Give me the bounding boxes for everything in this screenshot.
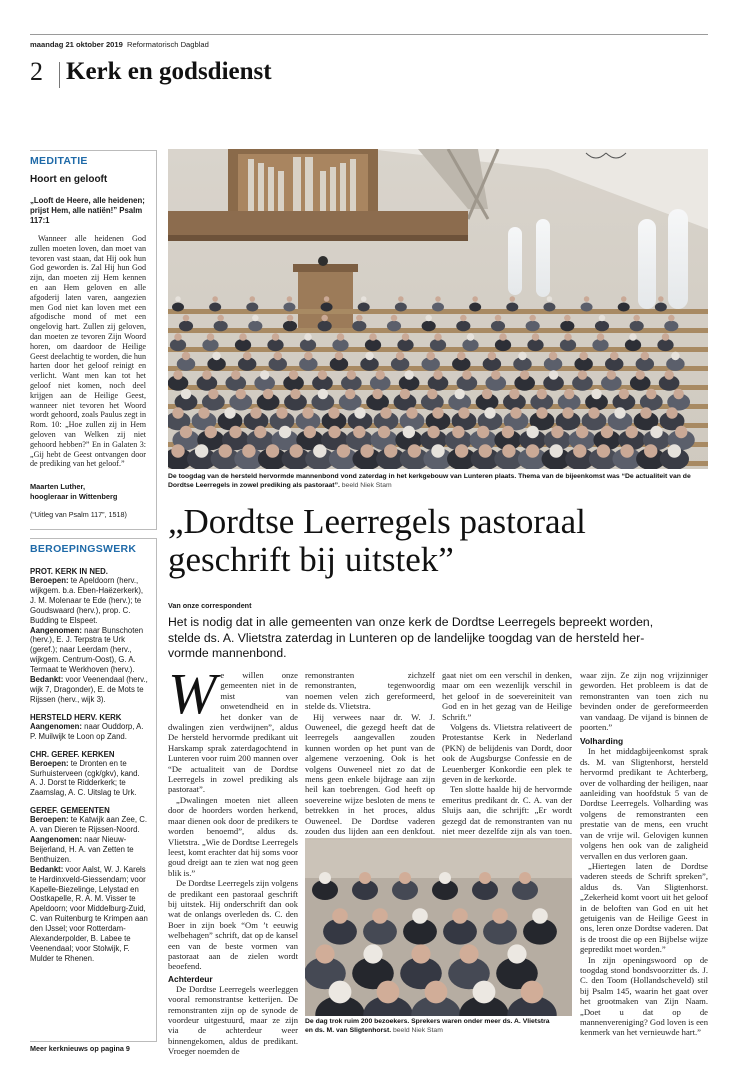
head bbox=[377, 981, 400, 1004]
head bbox=[576, 426, 588, 438]
head bbox=[462, 370, 471, 379]
head bbox=[640, 407, 651, 418]
page-number: 2 bbox=[30, 57, 43, 86]
head bbox=[337, 333, 344, 340]
meditatie-label: MEDITATIE bbox=[30, 155, 88, 167]
head bbox=[328, 426, 340, 438]
head bbox=[610, 352, 618, 360]
head bbox=[658, 296, 664, 302]
head bbox=[313, 444, 326, 457]
section-title: Kerk en godsdienst bbox=[66, 58, 272, 85]
head bbox=[619, 389, 629, 399]
person bbox=[318, 321, 332, 332]
beroep-entry bbox=[30, 722, 148, 742]
head bbox=[404, 370, 413, 379]
church-photo bbox=[168, 149, 708, 469]
head bbox=[644, 444, 657, 457]
head bbox=[431, 444, 444, 457]
pew bbox=[168, 328, 708, 333]
beroep-kind: Bedankt: bbox=[30, 864, 66, 874]
head bbox=[472, 296, 478, 302]
head bbox=[224, 407, 235, 418]
person bbox=[283, 321, 297, 332]
head bbox=[302, 407, 313, 418]
beroep-kind: Aangenomen: bbox=[30, 625, 85, 635]
person bbox=[209, 303, 221, 312]
person bbox=[456, 321, 470, 332]
page-date bbox=[30, 40, 209, 49]
person bbox=[630, 321, 644, 332]
head bbox=[625, 426, 637, 438]
beroep-text: naar Ouddorp, A. P. Muilwijk te Loon op Zand. bbox=[30, 721, 144, 741]
beroep-entry bbox=[30, 675, 148, 705]
head bbox=[668, 315, 674, 321]
person bbox=[655, 303, 667, 312]
person bbox=[179, 321, 193, 332]
head bbox=[372, 389, 382, 399]
head bbox=[399, 872, 411, 884]
head bbox=[328, 407, 339, 418]
person bbox=[469, 303, 481, 312]
head bbox=[671, 352, 679, 360]
beroep-group-heading: PROT. KERK IN NED. bbox=[30, 567, 108, 576]
beroep-text: te Apeldoorn (herv., wijkgem. b.a. Eben-Haëzerkerk), J. M. Molenaar te Ede (herv.); te Goudswaard (herv.), prop. C. Budding te Elspeet. bbox=[30, 576, 144, 625]
head bbox=[601, 426, 613, 438]
head bbox=[452, 426, 464, 438]
head bbox=[452, 908, 468, 924]
head bbox=[403, 426, 415, 438]
head bbox=[274, 352, 282, 360]
head bbox=[205, 426, 217, 438]
head bbox=[252, 315, 258, 321]
head bbox=[400, 389, 410, 399]
head bbox=[239, 333, 246, 340]
head bbox=[347, 370, 356, 379]
header-divider bbox=[59, 62, 60, 88]
visitors-image bbox=[305, 838, 572, 1016]
beroep-group-heading: HERSTELD HERV. KERK bbox=[30, 712, 122, 722]
person bbox=[422, 321, 436, 332]
person bbox=[491, 321, 505, 332]
head bbox=[620, 444, 633, 457]
col1-p4: De Dordtse Leerregels weerleggen vooral remonstrantse ketterijen. De remonstranten zijn op de synode de voordeur uitgestuurd, maar ze zijn via de achterdeur weer binnengekomen, aldus de predikant. Vroeger noemden de bbox=[168, 983, 298, 1057]
head bbox=[621, 296, 627, 302]
head bbox=[378, 426, 390, 438]
article-column-3 bbox=[442, 670, 572, 847]
head bbox=[564, 315, 570, 321]
head bbox=[549, 444, 562, 457]
head bbox=[597, 333, 604, 340]
head bbox=[507, 944, 526, 963]
head bbox=[650, 426, 662, 438]
meditatie-source: (“Uitleg van Psalm 117”, 1518) bbox=[30, 510, 127, 519]
col2-p2: Hij verwees naar dr. W. J. Ouweneel, die gezegd heeft dat de leerregels aangevallen zouden kunnen worden op het punt van de algemene verzoening. Ook is het volgens Ouweneel niet zo dat de mens geen enkele bijdrage aan zijn heil kan toebrengen. God heeft op soevereine wijze besloten de mens te betrekken in het proces, aldus Ouweneel. De Dordtse vaderen zouden dus lijden aan een denkfout. bbox=[305, 711, 435, 837]
head bbox=[231, 370, 240, 379]
head bbox=[549, 370, 558, 379]
head bbox=[477, 426, 489, 438]
meditatie-title: Hoort en gelooft bbox=[30, 174, 108, 185]
head bbox=[526, 444, 539, 457]
head bbox=[287, 315, 293, 321]
head bbox=[171, 444, 184, 457]
beroep-kind: Beroepen: bbox=[30, 576, 71, 585]
head bbox=[502, 426, 514, 438]
head bbox=[427, 389, 437, 399]
head bbox=[287, 296, 293, 302]
head bbox=[315, 944, 334, 963]
head bbox=[536, 407, 547, 418]
head bbox=[521, 981, 544, 1004]
head bbox=[402, 333, 409, 340]
head bbox=[375, 370, 384, 379]
meditatie-author: Maarten Luther, bbox=[30, 482, 86, 491]
person bbox=[432, 303, 444, 312]
photo1-caption bbox=[168, 472, 708, 490]
head bbox=[668, 444, 681, 457]
head bbox=[242, 444, 255, 457]
head bbox=[406, 407, 417, 418]
col4-p2: In het middagbijeenkomst sprak ds. M. van Sligtenhorst, hersteld hervormd predikant te Achterberg, over de volharding der heiligen, naar aanleiding van hoofdstuk 5 van de Dordtse Leerregels. Volharding was volgens de remonstranten een prestatie van de mens, een vrucht van de vrije wil. Gelovigen kunnen volgens hen ook van de zaligheid vervallen en dus verloren gaan. bbox=[580, 746, 708, 861]
head bbox=[484, 407, 495, 418]
head bbox=[479, 444, 492, 457]
head bbox=[635, 370, 644, 379]
head bbox=[289, 444, 302, 457]
beroep-entry bbox=[30, 865, 148, 964]
head bbox=[518, 352, 526, 360]
head bbox=[509, 389, 519, 399]
person bbox=[543, 303, 555, 312]
dropcap: W bbox=[168, 661, 217, 726]
head bbox=[398, 296, 404, 302]
head bbox=[459, 944, 478, 963]
head bbox=[578, 370, 587, 379]
person bbox=[395, 303, 407, 312]
person bbox=[246, 303, 258, 312]
beroep-group-heading: CHR. GEREF. KERKEN bbox=[30, 749, 115, 759]
church-interior-image bbox=[168, 149, 708, 469]
beroep-kind: Aangenomen: bbox=[30, 721, 85, 731]
beroep-kind: Aangenomen: bbox=[30, 835, 85, 845]
head bbox=[412, 908, 428, 924]
head bbox=[646, 389, 656, 399]
person bbox=[387, 321, 401, 332]
head bbox=[335, 352, 343, 360]
head bbox=[633, 315, 639, 321]
col4-p4: In zijn openingswoord op de toogdag stond bondsvoorzitter ds. J. C. den Toom (Hollandscheveld) stil bij Psalm 145, waarin het gaat over het grootmaken van Zijn Naam. „Doet u dat op de mannenvereniging? God loven is een kenmerk van het vernieuwde hart.” bbox=[580, 954, 708, 1038]
head bbox=[324, 296, 330, 302]
person bbox=[560, 321, 574, 332]
head bbox=[332, 908, 348, 924]
person bbox=[248, 321, 262, 332]
article-column-4 bbox=[580, 670, 708, 1038]
head bbox=[457, 352, 465, 360]
person bbox=[595, 321, 609, 332]
head bbox=[551, 426, 563, 438]
head bbox=[345, 389, 355, 399]
head bbox=[564, 333, 571, 340]
head bbox=[460, 315, 466, 321]
head bbox=[547, 296, 553, 302]
beroep-entry bbox=[30, 626, 148, 676]
head bbox=[174, 333, 181, 340]
head bbox=[337, 444, 350, 457]
col1-intro: e willen onze gemeenten niet in de mist van onwetendheid en in het donker van de dwalingen zien verdwijnen”, aldus De hersteld hervormde predikant uit Harskamp sprak zaterdagochtend in Lunteren voor ruim 200 mannen over “De actualiteit van de Dordtse Leerregels in zowel prediking als pastoraat”. bbox=[168, 670, 298, 795]
head bbox=[641, 352, 649, 360]
head bbox=[439, 872, 451, 884]
head bbox=[614, 407, 625, 418]
beroep-group-heading: GEREF. GEMEENTEN bbox=[30, 806, 110, 816]
head bbox=[425, 981, 448, 1004]
head bbox=[272, 333, 279, 340]
head bbox=[433, 370, 442, 379]
head bbox=[573, 444, 586, 457]
head bbox=[391, 315, 397, 321]
beroep-entry bbox=[30, 759, 148, 799]
head bbox=[229, 426, 241, 438]
person bbox=[283, 303, 295, 312]
head bbox=[519, 872, 531, 884]
head bbox=[219, 444, 232, 457]
lead-line-2: stelde ds. A. Vlietstra zaterdag in Lunteren op de landelijke toogdag van de hersteld her- bbox=[168, 630, 645, 645]
head bbox=[479, 872, 491, 884]
head bbox=[537, 389, 547, 399]
head bbox=[207, 333, 214, 340]
col3-p2: Volgens ds. Vlietstra relativeert de Protestantse Kerk in Nederland (PKN) de belijdenis van Dordt, door ook de Augsburgse Confessie en de Leuenberger Konkordie een plek te geven in de kerkorde. bbox=[442, 722, 572, 785]
head bbox=[365, 352, 373, 360]
head bbox=[425, 315, 431, 321]
lead-line-1: Het is nodig dat in alle gemeenten van onze kerk de Dordtse Leerregels bepreekt worden, bbox=[168, 615, 654, 629]
head bbox=[666, 407, 677, 418]
head bbox=[369, 333, 376, 340]
head bbox=[458, 407, 469, 418]
head bbox=[599, 315, 605, 321]
head bbox=[384, 444, 397, 457]
head bbox=[564, 389, 574, 399]
head bbox=[526, 426, 538, 438]
head bbox=[180, 426, 192, 438]
beroep-text: te Dronten en te Surhuisterveen (cgk/gkv), kand. A. J. Dorst te Ridderkerk; te Zaamslag, A. C. Uitslag te Urk. bbox=[30, 758, 140, 798]
byline: Van onze correspondent bbox=[168, 601, 252, 610]
head bbox=[318, 389, 328, 399]
article-lead bbox=[168, 615, 713, 662]
beroepingswerk-label: BEROEPINGSWERK bbox=[30, 543, 137, 555]
col3-p3: Ten slotte haalde hij de hervormde emeritus predikant dr. C. A. van der Sluijs aan, die schrijft: „Er wordt gezegd dat de remonstranten van nu niet meer dezelfde zijn als van toen. bbox=[442, 784, 572, 837]
head bbox=[354, 407, 365, 418]
head bbox=[499, 333, 506, 340]
head bbox=[502, 444, 515, 457]
head bbox=[321, 315, 327, 321]
paper-name: Reformatorisch Dagblad bbox=[126, 40, 209, 49]
article-headline bbox=[168, 503, 586, 579]
head bbox=[290, 389, 300, 399]
head bbox=[289, 370, 298, 379]
beroep-text: te Katwijk aan Zee, C. A. van Dieren te Rijssen-Noord. bbox=[30, 815, 148, 835]
head bbox=[217, 315, 223, 321]
head bbox=[532, 333, 539, 340]
head bbox=[455, 444, 468, 457]
head bbox=[664, 370, 673, 379]
head bbox=[488, 352, 496, 360]
beroep-text: naar Nieuw-Beijerland, H. A. van Zetten te Benthuizen. bbox=[30, 835, 134, 864]
head bbox=[549, 352, 557, 360]
head bbox=[254, 426, 266, 438]
article-column-2 bbox=[305, 670, 435, 847]
head bbox=[318, 370, 327, 379]
head bbox=[304, 426, 316, 438]
more-church-news-link[interactable]: Meer kerknieuws op pagina 9 bbox=[30, 1044, 130, 1053]
visitors-photo bbox=[305, 838, 572, 1016]
person bbox=[581, 303, 593, 312]
head bbox=[304, 352, 312, 360]
head bbox=[372, 908, 388, 924]
head bbox=[482, 389, 492, 399]
head bbox=[467, 333, 474, 340]
person bbox=[214, 321, 228, 332]
col1-p3: De Dordtse Leerregels zijn volgens de predikant een pastoraal geschrift bij uitstek. Hij onderschrift dan ook wat de onlangs overleden ds. C. den Boer in zijn boek “Om ’t eeuwig welbehagen” schrift, dat op de kansel een van de beste vormen van pastoraat aan de zielen wordt beoefend. bbox=[168, 878, 298, 972]
headline-line-1: „Dordtse Leerregels pastoraal bbox=[168, 502, 586, 541]
head bbox=[198, 407, 209, 418]
person bbox=[358, 303, 370, 312]
beroep-entry bbox=[30, 815, 148, 835]
head bbox=[432, 407, 443, 418]
photo2-caption bbox=[305, 1017, 575, 1035]
col1-subheading: Achterdeur bbox=[168, 973, 213, 984]
head bbox=[491, 370, 500, 379]
person bbox=[526, 321, 540, 332]
head bbox=[520, 370, 529, 379]
head bbox=[380, 407, 391, 418]
col4-p1: waar zijn. Ze zijn nog vrijzinniger geworden. Het probleem is dat de remonstranten van toen zich nu bevinden onder de gereformeerden van vandaag. De vijand is binnen de poorten.” bbox=[580, 670, 708, 733]
head bbox=[597, 444, 610, 457]
head bbox=[304, 333, 311, 340]
head bbox=[426, 352, 434, 360]
head bbox=[236, 389, 246, 399]
photo1-caption-text: De toogdag van de hersteld hervormde mannenbond vond zaterdag in het kerkgebouw van Lunteren plaats. Thema van de bijeenkomst was “De actualiteit van de Dordtse Leerregels in zowel prediking als pastoraat”. bbox=[168, 473, 691, 489]
head bbox=[363, 944, 382, 963]
head bbox=[181, 389, 191, 399]
head bbox=[411, 944, 430, 963]
head bbox=[495, 315, 501, 321]
photo2-credit: beeld Niek Stam bbox=[393, 1027, 443, 1034]
head bbox=[562, 407, 573, 418]
head bbox=[434, 333, 441, 340]
head bbox=[260, 370, 269, 379]
head bbox=[195, 444, 208, 457]
beroep-entry bbox=[30, 576, 148, 626]
beroep-entry bbox=[30, 835, 148, 865]
head bbox=[473, 981, 496, 1004]
col4-subheading: Volharding bbox=[580, 736, 624, 747]
beroep-text: naar Bunschoten (herv.), E. J. Terpstra te Urk (geref.); naar Leerdam (herv., wijkgem. Centrum-Oost), G. A. Termaat te Werkhoven (herv.). bbox=[30, 625, 144, 675]
photo1-credit: beeld Niek Stam bbox=[341, 482, 392, 489]
head bbox=[408, 444, 421, 457]
head bbox=[266, 444, 279, 457]
person bbox=[352, 321, 366, 332]
person bbox=[664, 321, 678, 332]
headline-line-2: geschrift bij uitstek” bbox=[168, 540, 454, 579]
meditatie-body: Wanneer alle heidenen God zullen moeten loven, dan moet van tevoren vast staan, dat Hij ook hun God geworden is. Zal Hij hun God zijn, dan moeten zij Hem kennen en aan Hem geloven en alle afgoderij laten varen, aangezien men God niet kan loven met een afgodische mond of met een ongelovig hart. Zullen zij geloven, dan moeten ze tevoren Zijn Woord horen, om daardoor de Heilige Geest deelachtig te worden, die hun harten door het geloof reinigt en verlicht. Want men kan tot het geloof niet komen, noch deel krijgen aan de Heilige Geest, wanneer niet tevoren het Woord wordt gehoord, zoals Paulus zegt in Rom. 10: „Hoe zullen zij in Hem geloven van Welken zij niet gehoord hebben?” En in Galaten 3: „Gij hebt de Geest ontvangen door de prediking van het geloof.” bbox=[30, 234, 146, 469]
photo2-caption-line2: en ds. M. van Sligtenhorst. bbox=[305, 1027, 392, 1034]
head bbox=[607, 370, 616, 379]
beroep-kind: Bedankt: bbox=[30, 675, 66, 685]
head bbox=[353, 426, 365, 438]
beroepingswerk-list bbox=[30, 563, 148, 964]
col1-p2: „Dwalingen moeten niet alleen door de hoorders worden herkend, maar dienen ook door de predikers te worden benoemd”, aldus ds. Vlietstra. „Wie de Dordtse Leerregels leest, komt erachter dat hij soms voor goud dreigt aan te zien wat nog geen blik is.” bbox=[168, 794, 298, 878]
person bbox=[321, 303, 333, 312]
head bbox=[361, 296, 367, 302]
head bbox=[360, 444, 373, 457]
head bbox=[427, 426, 439, 438]
head bbox=[172, 407, 183, 418]
beroep-text: voor Aalst, W. J. Karels te Hardinxveld-Giessendam; voor Kapelle-Biezelinge, Lelystad en Oostkapelle, R. A. M. Visser te Apeldoorn; voor Middelburg-Zuid, C. van Ruitenburg te Krimpen aan den IJssel; voor Rotterdam-Alexanderpolder, B. Labee te Veenendaal; voor Stolwijk, F. Mulder te Rhenen. bbox=[30, 864, 148, 963]
head bbox=[319, 872, 331, 884]
head bbox=[588, 407, 599, 418]
head bbox=[584, 296, 590, 302]
photo2-caption-line1: De dag trok ruim 200 bezoekers. Sprekers waren onder meer ds. A. Vlietstra bbox=[305, 1018, 550, 1025]
col2-p1: remonstranten zichzelf remonstranten, tegenwoordig noemen velen zich gereformeerd, stelde ds. Vlietstra. bbox=[305, 670, 435, 712]
head bbox=[673, 389, 683, 399]
head bbox=[359, 872, 371, 884]
date: maandag 21 oktober 2019 bbox=[30, 40, 123, 49]
head bbox=[279, 426, 291, 438]
head bbox=[276, 407, 287, 418]
head bbox=[510, 407, 521, 418]
head bbox=[263, 389, 273, 399]
article-column-1 bbox=[168, 661, 298, 1057]
head bbox=[629, 333, 636, 340]
head bbox=[510, 296, 516, 302]
person bbox=[618, 303, 630, 312]
head bbox=[182, 352, 190, 360]
beroep-text: voor Veenendaal (herv., wijk 7, Dragonder), E. de Mots te Rijssen (herv., wijk 3). bbox=[30, 675, 148, 704]
head bbox=[591, 389, 601, 399]
head bbox=[183, 315, 189, 321]
header-rule bbox=[30, 34, 708, 35]
head bbox=[435, 296, 441, 302]
meditatie-quote: „Looft de Heere, alle heidenen; prijst Hem, alle natiën!” Psalm 117:1 bbox=[30, 196, 145, 225]
head bbox=[208, 389, 218, 399]
head bbox=[250, 407, 261, 418]
head bbox=[579, 352, 587, 360]
beroep-kind: Beroepen: bbox=[30, 815, 71, 825]
head bbox=[454, 389, 464, 399]
head bbox=[212, 352, 220, 360]
head bbox=[202, 370, 211, 379]
head bbox=[250, 296, 256, 302]
head bbox=[662, 333, 669, 340]
person bbox=[172, 303, 184, 312]
head bbox=[175, 296, 181, 302]
head bbox=[243, 352, 251, 360]
col4-p3: „Hiertegen laten de Dordtse vaderen steeds de Schrift spreken”, aldus ds. Van Sligtenhorst. „Zekerheid komt voort uit het geloof in de beloften van God en uit het getuigenis van de Heilige Geest in ons, leren onze Dordtse vaderen. Dat is de troost die op een Bijbelse wijze gepredikt moet worden.” bbox=[580, 860, 708, 955]
meditatie-author-role: hoogleraar in Wittenberg bbox=[30, 492, 118, 501]
head bbox=[173, 370, 182, 379]
head bbox=[356, 315, 362, 321]
person bbox=[506, 303, 518, 312]
lead-line-3: vormde mannenbond. bbox=[168, 646, 287, 660]
head bbox=[212, 296, 218, 302]
head bbox=[529, 315, 535, 321]
head bbox=[329, 981, 352, 1004]
head bbox=[492, 908, 508, 924]
head bbox=[396, 352, 404, 360]
head bbox=[532, 908, 548, 924]
head bbox=[675, 426, 687, 438]
beroep-kind: Beroepen: bbox=[30, 758, 71, 768]
col3-p1: gaat niet om een verschil in denken, maar om een wezenlijk verschil in het geloof in de soevereiniteit van God en in het gezag van de Heilige Schrift.” bbox=[442, 670, 572, 722]
